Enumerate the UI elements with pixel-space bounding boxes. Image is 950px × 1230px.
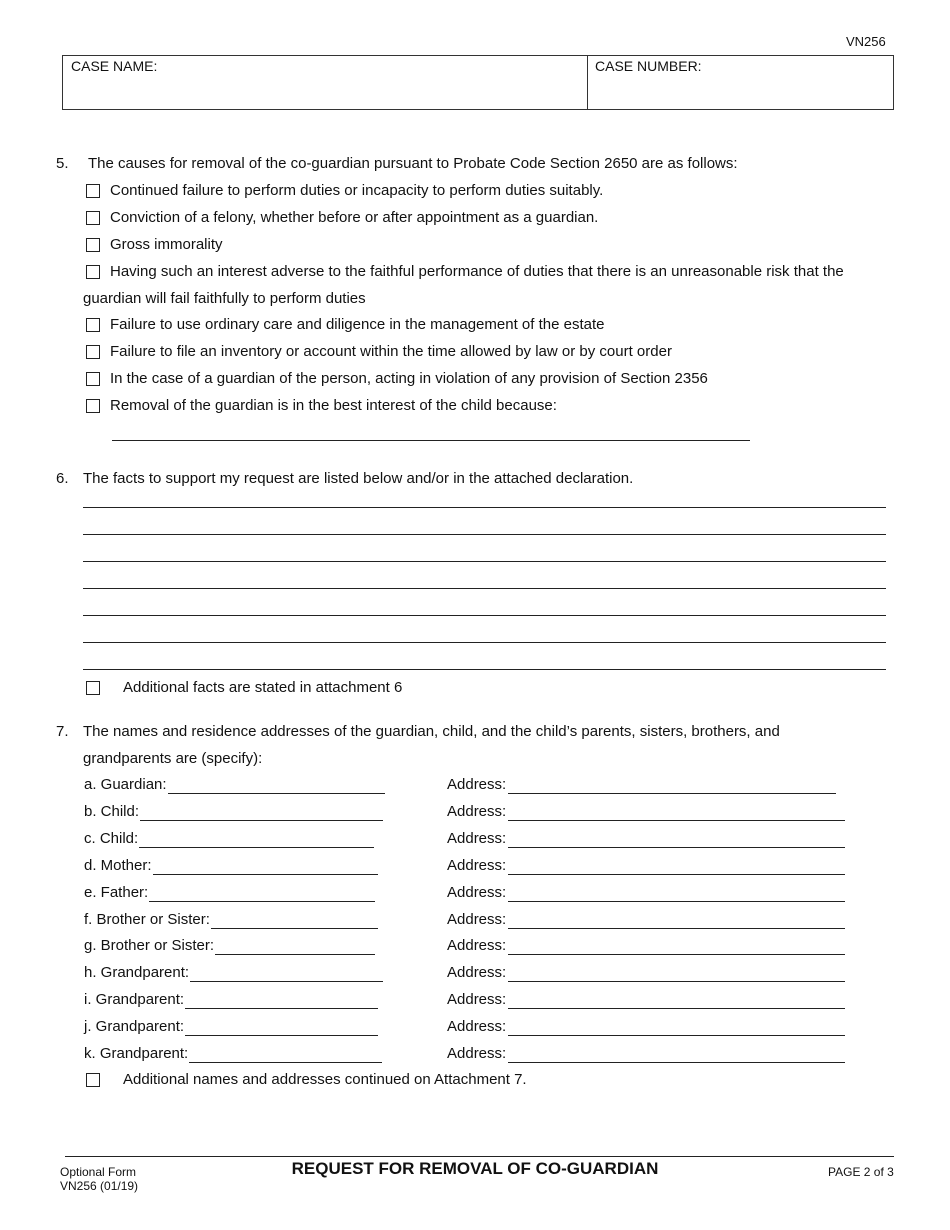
case-name-label: CASE NAME: [71,58,158,74]
facts-line-7[interactable] [83,669,886,670]
form-version: VN256 (01/19) [60,1179,139,1193]
person-name-line-7[interactable] [215,954,375,955]
cause-label-4: Having such an interest adverse to the faithful performance of duties that there is an unreasonable risk that the [110,263,844,280]
attachment-7-checkbox[interactable] [86,1073,100,1087]
person-label-11: k. Grandparent: [84,1045,189,1062]
form-title: REQUEST FOR REMOVAL OF CO-GUARDIAN [291,1159,659,1178]
address-line-9[interactable] [508,1008,845,1009]
case-number-label: CASE NUMBER: [595,58,702,74]
person-label-5: e. Father: [84,884,149,901]
address-label-8: Address: [447,964,507,981]
page-number: PAGE 2 of 3 [828,1165,894,1179]
case-info-box [62,55,894,110]
address-line-4[interactable] [508,874,845,875]
person-name-line-2[interactable] [140,820,383,821]
form-id: VN256 [846,34,886,49]
cause-label-5: Failure to use ordinary care and diligence in the management of the estate [110,316,605,333]
cause-checkbox-5[interactable] [86,318,100,332]
person-name-line-6[interactable] [211,928,378,929]
optional-form-label: Optional Form [60,1165,137,1179]
facts-line-3[interactable] [83,561,886,562]
address-label-5: Address: [447,884,507,901]
attachment-7-label: Additional names and addresses continued on Attachment 7. [123,1071,527,1088]
address-line-7[interactable] [508,954,845,955]
cause-label-2: Conviction of a felony, whether before or after appointment as a guardian. [110,209,599,226]
address-line-1[interactable] [508,793,836,794]
person-label-7: g. Brother or Sister: [84,937,215,954]
address-line-10[interactable] [508,1035,845,1036]
facts-line-4[interactable] [83,588,886,589]
address-label-3: Address: [447,830,507,847]
cause-checkbox-2[interactable] [86,211,100,225]
address-label-6: Address: [447,911,507,928]
cause-checkbox-3[interactable] [86,238,100,252]
person-label-10: j. Grandparent: [84,1018,185,1035]
cause-label-3: Gross immorality [110,236,223,253]
address-label-2: Address: [447,803,507,820]
address-line-2[interactable] [508,820,845,821]
person-name-line-5[interactable] [149,901,375,902]
facts-line-1[interactable] [83,507,886,508]
person-name-line-8[interactable] [190,981,383,982]
person-name-line-10[interactable] [185,1035,378,1036]
address-line-3[interactable] [508,847,845,848]
person-label-2: b. Child: [84,803,140,820]
cause-label-4-continued: guardian will fail faithfully to perform duties [83,290,366,307]
person-name-line-3[interactable] [139,847,374,848]
attachment-6-label: Additional facts are stated in attachment 6 [123,679,403,696]
case-box-divider [587,56,588,109]
person-label-8: h. Grandparent: [84,964,190,981]
person-label-9: i. Grandparent: [84,991,185,1008]
section-5-number: 5. [56,155,69,172]
person-name-line-1[interactable] [168,793,385,794]
cause-checkbox-6[interactable] [86,345,100,359]
footer-rule [65,1156,894,1157]
section-6-intro: The facts to support my request are listed below and/or in the attached declaration. [83,470,634,487]
address-label-11: Address: [447,1045,507,1062]
person-name-line-4[interactable] [153,874,378,875]
address-label-10: Address: [447,1018,507,1035]
cause-label-7: In the case of a guardian of the person, acting in violation of any provision of Section 2356 [110,370,708,387]
facts-line-2[interactable] [83,534,886,535]
address-line-5[interactable] [508,901,845,902]
person-label-4: d. Mother: [84,857,152,874]
address-label-4: Address: [447,857,507,874]
cause-checkbox-8[interactable] [86,399,100,413]
facts-line-6[interactable] [83,642,886,643]
address-label-9: Address: [447,991,507,1008]
cause-checkbox-1[interactable] [86,184,100,198]
cause-label-1: Continued failure to perform duties or incapacity to perform duties suitably. [110,182,604,199]
person-name-line-11[interactable] [189,1062,382,1063]
cause-checkbox-4[interactable] [86,265,100,279]
person-name-line-9[interactable] [185,1008,378,1009]
cause-checkbox-7[interactable] [86,372,100,386]
address-label-1: Address: [447,776,507,793]
section-7-intro-line-2: grandparents are (specify): [83,750,263,767]
cause-label-8: Removal of the guardian is in the best interest of the child because: [110,397,557,414]
address-label-7: Address: [447,937,507,954]
best-interest-reason-line[interactable] [112,440,750,441]
person-label-1: a. Guardian: [84,776,167,793]
section-7-number: 7. [56,723,69,740]
section-5-intro: The causes for removal of the co-guardian pursuant to Probate Code Section 2650 are as follows: [88,155,738,172]
address-line-6[interactable] [508,928,845,929]
person-label-3: c. Child: [84,830,139,847]
address-line-8[interactable] [508,981,845,982]
section-7-intro-line-1: The names and residence addresses of the guardian, child, and the child’s parents, sisters, brothers, and [83,723,780,740]
attachment-6-checkbox[interactable] [86,681,100,695]
cause-label-6: Failure to file an inventory or account within the time allowed by law or by court order [110,343,672,360]
facts-line-5[interactable] [83,615,886,616]
address-line-11[interactable] [508,1062,845,1063]
section-6-number: 6. [56,470,69,487]
person-label-6: f. Brother or Sister: [84,911,210,928]
